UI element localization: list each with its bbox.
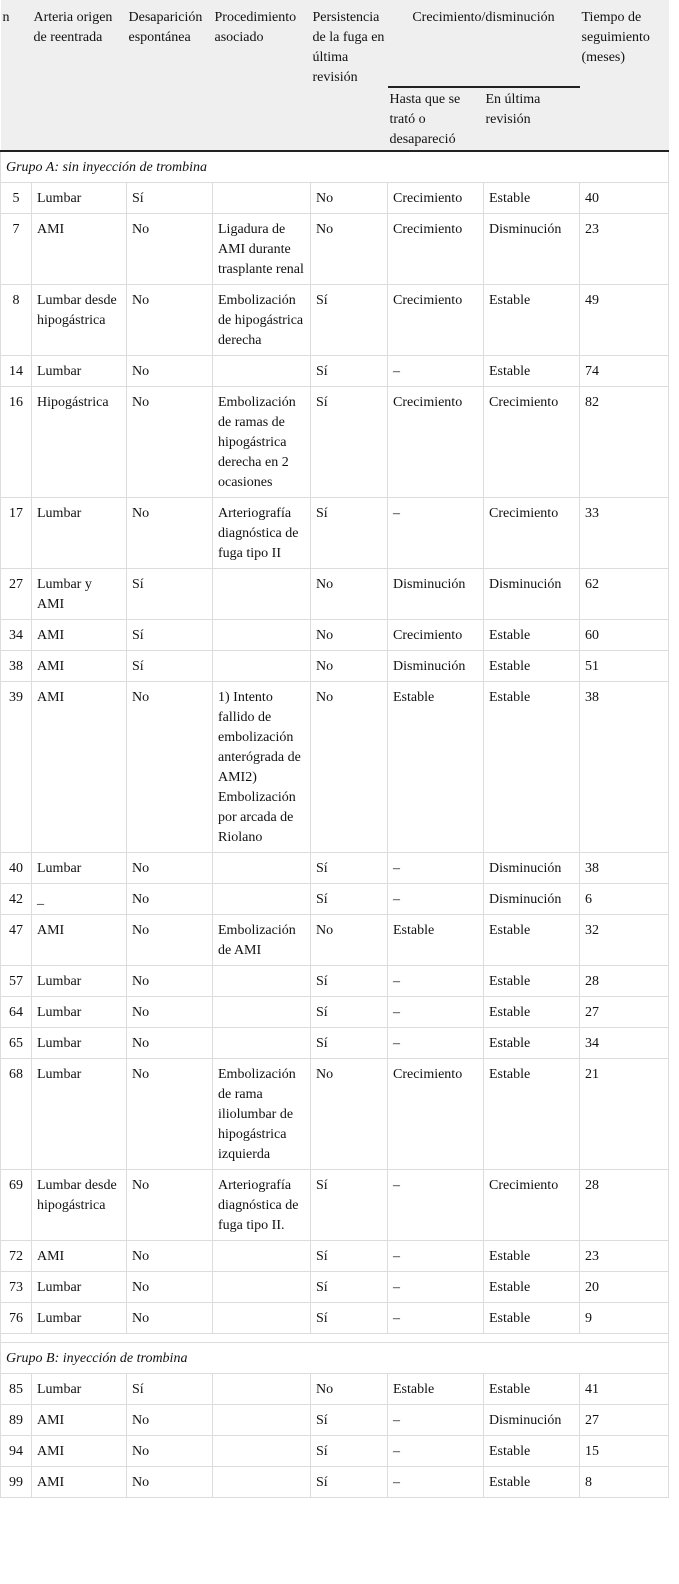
cell-hasta: – — [388, 1028, 484, 1059]
cell-persistencia: No — [311, 183, 388, 214]
cell-ultima: Estable — [484, 1303, 580, 1334]
cell-n: 76 — [1, 1303, 32, 1334]
cell-desaparicion: No — [127, 356, 213, 387]
cell-hasta: Disminución — [388, 651, 484, 682]
cell-ultima: Estable — [484, 966, 580, 997]
cell-procedimiento — [213, 1303, 311, 1334]
cell-persistencia: No — [311, 651, 388, 682]
cell-meses: 27 — [580, 997, 669, 1028]
cell-desaparicion: Sí — [127, 569, 213, 620]
cell-persistencia: Sí — [311, 884, 388, 915]
cell-hasta: Crecimiento — [388, 620, 484, 651]
cell-hasta: – — [388, 1436, 484, 1467]
header-seguimiento: Tiempo de seguimiento (meses) — [580, 0, 669, 151]
table-row — [1, 966, 669, 997]
cell-arteria: AMI — [32, 620, 127, 651]
table-row — [1, 1405, 669, 1436]
cell-meses: 62 — [580, 569, 669, 620]
cell-procedimiento: 1) Intento fallido de embolización anterógrada de AMI2) Embolización por arcada de Riolano — [213, 682, 311, 853]
cell-arteria: AMI — [32, 1467, 127, 1498]
table-row — [1, 356, 669, 387]
cell-n: 40 — [1, 853, 32, 884]
cell-procedimiento — [213, 997, 311, 1028]
group-spacer — [1, 1334, 669, 1343]
cell-ultima: Estable — [484, 620, 580, 651]
cell-n: 68 — [1, 1059, 32, 1170]
cell-persistencia: No — [311, 1374, 388, 1405]
cell-meses: 23 — [580, 1241, 669, 1272]
cell-hasta: – — [388, 966, 484, 997]
cell-ultima: Estable — [484, 1028, 580, 1059]
cell-ultima: Estable — [484, 651, 580, 682]
cell-n: 14 — [1, 356, 32, 387]
cell-ultima: Disminución — [484, 214, 580, 285]
cell-procedimiento — [213, 966, 311, 997]
cell-n: 64 — [1, 997, 32, 1028]
cell-desaparicion: No — [127, 498, 213, 569]
cell-ultima: Estable — [484, 183, 580, 214]
header-n: n — [1, 0, 32, 151]
cell-n: 73 — [1, 1272, 32, 1303]
cell-persistencia: Sí — [311, 356, 388, 387]
cell-arteria: Lumbar — [32, 1059, 127, 1170]
group-row — [1, 151, 669, 183]
table-row — [1, 1028, 669, 1059]
cell-arteria: AMI — [32, 915, 127, 966]
cell-arteria: Lumbar y AMI — [32, 569, 127, 620]
cell-desaparicion: Sí — [127, 1374, 213, 1405]
table-row — [1, 1436, 669, 1467]
cell-hasta: – — [388, 498, 484, 569]
cell-arteria: Lumbar — [32, 1028, 127, 1059]
cell-procedimiento — [213, 1272, 311, 1303]
cell-ultima: Crecimiento — [484, 1170, 580, 1241]
header-persistencia: Persistencia de la fuga en última revisión — [311, 0, 388, 151]
cell-meses: 49 — [580, 285, 669, 356]
cell-desaparicion: No — [127, 1059, 213, 1170]
cell-procedimiento — [213, 884, 311, 915]
cell-procedimiento: Embolización de hipogástrica derecha — [213, 285, 311, 356]
cell-hasta: – — [388, 884, 484, 915]
cell-persistencia: No — [311, 682, 388, 853]
cell-persistencia: Sí — [311, 285, 388, 356]
cell-hasta: Estable — [388, 682, 484, 853]
cell-hasta: Crecimiento — [388, 285, 484, 356]
cell-desaparicion: No — [127, 1467, 213, 1498]
table-row — [1, 1170, 669, 1241]
cell-meses: 74 — [580, 356, 669, 387]
cell-hasta: – — [388, 356, 484, 387]
cell-ultima: Estable — [484, 1272, 580, 1303]
cell-procedimiento — [213, 1241, 311, 1272]
table-row — [1, 884, 669, 915]
cell-arteria: Lumbar — [32, 498, 127, 569]
cell-arteria: Lumbar desde hipogástrica — [32, 285, 127, 356]
cell-arteria: Hipogástrica — [32, 387, 127, 498]
cell-persistencia: Sí — [311, 853, 388, 884]
table-row — [1, 1272, 669, 1303]
cell-ultima: Estable — [484, 997, 580, 1028]
cell-n: 47 — [1, 915, 32, 966]
cell-ultima: Crecimiento — [484, 498, 580, 569]
cell-hasta: Crecimiento — [388, 183, 484, 214]
cell-arteria: Lumbar — [32, 1303, 127, 1334]
cell-persistencia: Sí — [311, 1241, 388, 1272]
cell-meses: 41 — [580, 1374, 669, 1405]
table-row — [1, 1059, 669, 1170]
table-row — [1, 1467, 669, 1498]
cell-procedimiento — [213, 620, 311, 651]
cell-procedimiento — [213, 853, 311, 884]
cell-meses: 20 — [580, 1272, 669, 1303]
cell-desaparicion: No — [127, 1405, 213, 1436]
cell-arteria: Lumbar — [32, 356, 127, 387]
cell-arteria: _ — [32, 884, 127, 915]
cell-ultima: Crecimiento — [484, 387, 580, 498]
cell-n: 39 — [1, 682, 32, 853]
cell-hasta: Crecimiento — [388, 214, 484, 285]
table-row — [1, 387, 669, 498]
cell-arteria: Lumbar — [32, 1374, 127, 1405]
cell-n: 89 — [1, 1405, 32, 1436]
cell-procedimiento: Embolización de AMI — [213, 915, 311, 966]
cell-hasta: – — [388, 997, 484, 1028]
cell-desaparicion: No — [127, 1170, 213, 1241]
cell-n: 34 — [1, 620, 32, 651]
cell-n: 69 — [1, 1170, 32, 1241]
cell-meses: 40 — [580, 183, 669, 214]
cell-n: 42 — [1, 884, 32, 915]
cell-hasta: Crecimiento — [388, 387, 484, 498]
table-row — [1, 853, 669, 884]
header-procedimiento: Procedimiento asociado — [213, 0, 311, 151]
cell-n: 94 — [1, 1436, 32, 1467]
cell-meses: 38 — [580, 853, 669, 884]
cell-arteria: Lumbar — [32, 183, 127, 214]
cell-meses: 28 — [580, 966, 669, 997]
cell-n: 72 — [1, 1241, 32, 1272]
group-title: Grupo A: sin inyección de trombina — [1, 151, 669, 183]
cell-arteria: Lumbar — [32, 966, 127, 997]
cell-procedimiento — [213, 1467, 311, 1498]
cell-meses: 8 — [580, 1467, 669, 1498]
cell-persistencia: Sí — [311, 1303, 388, 1334]
cell-hasta: – — [388, 1170, 484, 1241]
cell-meses: 51 — [580, 651, 669, 682]
cell-meses: 33 — [580, 498, 669, 569]
cell-ultima: Disminución — [484, 569, 580, 620]
cell-desaparicion: No — [127, 1028, 213, 1059]
cell-hasta: Estable — [388, 915, 484, 966]
table-row — [1, 915, 669, 966]
table-row — [1, 620, 669, 651]
cell-meses: 28 — [580, 1170, 669, 1241]
cell-hasta: – — [388, 853, 484, 884]
cell-desaparicion: Sí — [127, 651, 213, 682]
spacer-cell — [1, 1334, 669, 1343]
cell-desaparicion: No — [127, 285, 213, 356]
cell-meses: 82 — [580, 387, 669, 498]
cell-ultima: Estable — [484, 1436, 580, 1467]
table-row — [1, 1374, 669, 1405]
header-arteria: Arteria origen de reentrada — [32, 0, 127, 151]
cell-arteria: AMI — [32, 1436, 127, 1467]
table-row — [1, 214, 669, 285]
cell-desaparicion: Sí — [127, 183, 213, 214]
table-body — [1, 151, 669, 1498]
cell-desaparicion: No — [127, 884, 213, 915]
header-ultima: En última revisión — [484, 87, 580, 151]
cell-n: 8 — [1, 285, 32, 356]
cell-meses: 21 — [580, 1059, 669, 1170]
cell-persistencia: No — [311, 1059, 388, 1170]
cell-meses: 15 — [580, 1436, 669, 1467]
table-header — [1, 0, 669, 151]
cell-persistencia: Sí — [311, 498, 388, 569]
cell-persistencia: Sí — [311, 997, 388, 1028]
cell-ultima: Estable — [484, 915, 580, 966]
cell-desaparicion: No — [127, 997, 213, 1028]
header-hasta: Hasta que se trató o desapareció — [388, 87, 484, 151]
cell-procedimiento: Embolización de rama iliolumbar de hipogástrica izquierda — [213, 1059, 311, 1170]
cell-persistencia: Sí — [311, 1028, 388, 1059]
cell-procedimiento — [213, 356, 311, 387]
table-row — [1, 682, 669, 853]
cell-procedimiento: Ligadura de AMI durante trasplante renal — [213, 214, 311, 285]
table-row — [1, 997, 669, 1028]
cell-hasta: Estable — [388, 1374, 484, 1405]
group-row — [1, 1343, 669, 1374]
cell-procedimiento — [213, 1028, 311, 1059]
cell-procedimiento: Arteriografía diagnóstica de fuga tipo II — [213, 498, 311, 569]
cell-procedimiento: Embolización de ramas de hipogástrica derecha en 2 ocasiones — [213, 387, 311, 498]
cell-desaparicion: No — [127, 1272, 213, 1303]
cell-n: 65 — [1, 1028, 32, 1059]
cell-ultima: Estable — [484, 1374, 580, 1405]
cell-ultima: Disminución — [484, 1405, 580, 1436]
cell-n: 27 — [1, 569, 32, 620]
table-row — [1, 1241, 669, 1272]
cell-arteria: AMI — [32, 214, 127, 285]
cell-ultima: Estable — [484, 285, 580, 356]
cell-hasta: – — [388, 1272, 484, 1303]
cell-ultima: Estable — [484, 356, 580, 387]
cell-desaparicion: Sí — [127, 620, 213, 651]
table-row — [1, 285, 669, 356]
cell-persistencia: No — [311, 620, 388, 651]
cell-arteria: AMI — [32, 1405, 127, 1436]
cell-ultima: Estable — [484, 1241, 580, 1272]
cell-meses: 23 — [580, 214, 669, 285]
cell-procedimiento — [213, 183, 311, 214]
group-title: Grupo B: inyección de trombina — [1, 1343, 669, 1374]
cell-procedimiento — [213, 1405, 311, 1436]
cell-persistencia: Sí — [311, 1170, 388, 1241]
cell-desaparicion: No — [127, 853, 213, 884]
cell-procedimiento — [213, 569, 311, 620]
cell-procedimiento — [213, 651, 311, 682]
cell-meses: 27 — [580, 1405, 669, 1436]
cell-n: 99 — [1, 1467, 32, 1498]
cell-meses: 34 — [580, 1028, 669, 1059]
cell-arteria: Lumbar — [32, 853, 127, 884]
cell-meses: 38 — [580, 682, 669, 853]
cell-persistencia: No — [311, 214, 388, 285]
header-crecimiento: Crecimiento/disminución — [388, 0, 580, 87]
cell-persistencia: Sí — [311, 966, 388, 997]
cell-hasta: Disminución — [388, 569, 484, 620]
cell-persistencia: No — [311, 915, 388, 966]
cell-meses: 60 — [580, 620, 669, 651]
table-row — [1, 569, 669, 620]
cell-ultima: Estable — [484, 1467, 580, 1498]
cell-desaparicion: No — [127, 1241, 213, 1272]
cell-meses: 9 — [580, 1303, 669, 1334]
cell-arteria: Lumbar desde hipogástrica — [32, 1170, 127, 1241]
cell-hasta: – — [388, 1241, 484, 1272]
cell-persistencia: Sí — [311, 1405, 388, 1436]
cell-arteria: Lumbar — [32, 1272, 127, 1303]
cell-procedimiento: Arteriografía diagnóstica de fuga tipo II. — [213, 1170, 311, 1241]
cell-desaparicion: No — [127, 682, 213, 853]
cell-persistencia: Sí — [311, 1436, 388, 1467]
cell-procedimiento — [213, 1436, 311, 1467]
cell-n: 17 — [1, 498, 32, 569]
cell-n: 38 — [1, 651, 32, 682]
cell-ultima: Disminución — [484, 853, 580, 884]
table-row — [1, 498, 669, 569]
table-row — [1, 1303, 669, 1334]
cell-hasta: – — [388, 1303, 484, 1334]
cell-hasta: – — [388, 1405, 484, 1436]
cell-meses: 32 — [580, 915, 669, 966]
cell-n: 7 — [1, 214, 32, 285]
header-desaparicion: Desaparición espontánea — [127, 0, 213, 151]
cell-ultima: Estable — [484, 1059, 580, 1170]
cell-ultima: Disminución — [484, 884, 580, 915]
cell-n: 57 — [1, 966, 32, 997]
cell-meses: 6 — [580, 884, 669, 915]
cell-arteria: Lumbar — [32, 997, 127, 1028]
cell-persistencia: No — [311, 569, 388, 620]
cell-desaparicion: No — [127, 1303, 213, 1334]
cell-desaparicion: No — [127, 966, 213, 997]
cell-ultima: Estable — [484, 682, 580, 853]
table-row — [1, 651, 669, 682]
cell-desaparicion: No — [127, 214, 213, 285]
cell-persistencia: Sí — [311, 1272, 388, 1303]
cell-desaparicion: No — [127, 387, 213, 498]
cell-n: 5 — [1, 183, 32, 214]
cell-n: 85 — [1, 1374, 32, 1405]
cell-n: 16 — [1, 387, 32, 498]
cell-arteria: AMI — [32, 682, 127, 853]
cell-hasta: Crecimiento — [388, 1059, 484, 1170]
table-row — [1, 183, 669, 214]
cell-desaparicion: No — [127, 915, 213, 966]
cell-arteria: AMI — [32, 651, 127, 682]
cell-persistencia: Sí — [311, 1467, 388, 1498]
cell-procedimiento — [213, 1374, 311, 1405]
cell-hasta: – — [388, 1467, 484, 1498]
cell-persistencia: Sí — [311, 387, 388, 498]
cell-desaparicion: No — [127, 1436, 213, 1467]
cell-arteria: AMI — [32, 1241, 127, 1272]
